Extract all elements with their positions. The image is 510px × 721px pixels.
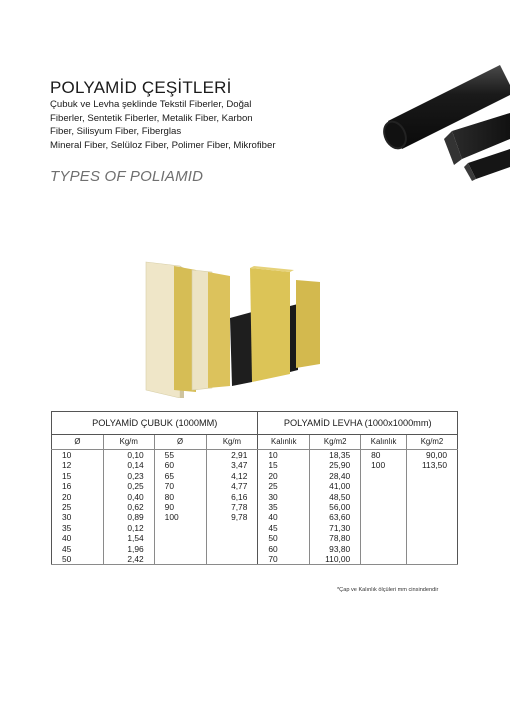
table-cell [206,544,258,554]
table-cell: 0,14 [103,460,154,470]
table-cell [407,481,458,491]
table-cell: 100 [361,460,407,470]
column-header: Kalınlık [361,435,407,450]
table-cell: 100 [154,512,206,522]
table-cell: 30 [258,492,310,502]
table-row [52,471,458,481]
polyamide-rods-image [380,55,510,185]
table-cell: 3,47 [206,460,258,470]
column-header: Kg/m [206,435,258,450]
table-row [52,512,458,522]
table-cell: 90 [154,502,206,512]
table-cell [154,523,206,533]
table-cell: 20 [52,492,104,502]
description-line: Çubuk ve Levha şeklinde Tekstil Fiberler, Doğal [50,99,252,110]
table-cell: 50 [258,533,310,543]
table-cell: 0,89 [103,512,154,522]
table-cell: 7,78 [206,502,258,512]
table-cell: 28,40 [310,471,361,481]
table-cell: 0,23 [103,471,154,481]
column-header: Kg/m2 [407,435,458,450]
table-cell: 2,42 [103,554,154,565]
table-cell: 1,96 [103,544,154,554]
description-line: Fiber, Silisyum Fiber, Fiberglas [50,126,182,138]
table-cell: 25,90 [310,460,361,470]
table-cell: 6,16 [206,492,258,502]
table-cell: 55 [154,450,206,461]
table-cell [361,492,407,502]
table-cell [407,492,458,502]
table-cell: 25 [52,502,104,512]
table-row [52,502,458,512]
table-cell: 30 [52,512,104,522]
table-cell: 78,80 [310,533,361,543]
column-header: Kalınlık [258,435,310,450]
table-cell: 70 [154,481,206,491]
table-row [52,492,458,502]
table-cell: 20 [258,471,310,481]
rod-table-heading: POLYAMİD ÇUBUK (1000MM) [52,412,258,435]
table-cell: 45 [52,544,104,554]
table-cell [361,554,407,565]
table-cell: 93,80 [310,544,361,554]
table-cell [361,544,407,554]
table-cell: 71,30 [310,523,361,533]
table-cell: 56,00 [310,502,361,512]
table-cell: 35 [52,523,104,533]
table-cell: 18,35 [310,450,361,461]
table-cell: 10 [258,450,310,461]
table-cell [361,481,407,491]
table-cell: 70 [258,554,310,565]
table-cell: 15 [258,460,310,470]
column-header: Ø [52,435,104,450]
table-cell [154,544,206,554]
table-row [52,554,458,565]
footnote: *Çap ve Kalınlık ölçüleri mm cinsindendir [337,587,439,593]
table-cell [361,502,407,512]
table-cell: 65 [154,471,206,481]
table-cell [407,502,458,512]
description-line: Mineral Fiber, Selüloz Fiber, Polimer Fiber, Mikrofiber [50,139,276,151]
table-cell: 40 [52,533,104,543]
table-cell: 35 [258,502,310,512]
table-cell: 45 [258,523,310,533]
table-row [52,533,458,543]
table-cell: 16 [52,481,104,491]
sheet-table-heading: POLYAMİD LEVHA (1000x1000mm) [258,412,458,435]
column-header: Kg/m2 [310,435,361,450]
table-cell [407,523,458,533]
column-header: Ø [154,435,206,450]
table-cell: 40 [258,512,310,522]
page-title: POLYAMİD ÇEŞİTLERİ [50,78,232,97]
polyamide-sheets-image [140,258,326,398]
table-cell: 90,00 [407,450,458,461]
table-cell: 25 [258,481,310,491]
table-cell [361,533,407,543]
table-cell: 2,91 [206,450,258,461]
table-cell [407,512,458,522]
description [50,98,340,152]
table-cell: 4,12 [206,471,258,481]
table-cell [407,544,458,554]
table-cell [407,554,458,565]
table-cell: 4,77 [206,481,258,491]
table-cell [206,523,258,533]
table-cell: 0,40 [103,492,154,502]
column-header: Kg/m [103,435,154,450]
table-cell: 9,78 [206,512,258,522]
table-cell [206,554,258,565]
table-cell: 0,62 [103,502,154,512]
table-cell: 0,10 [103,450,154,461]
table-cell [154,554,206,565]
table-cell: 80 [361,450,407,461]
table-row [52,544,458,554]
table-row [52,460,458,470]
table-cell: 50 [52,554,104,565]
table-cell [407,471,458,481]
table-cell [361,523,407,533]
table-cell: 113,50 [407,460,458,470]
table-cell: 48,50 [310,492,361,502]
table-cell: 110,00 [310,554,361,565]
table-row [52,523,458,533]
table-cell: 0,25 [103,481,154,491]
table-cell: 1,54 [103,533,154,543]
table-cell [407,533,458,543]
table-row [52,481,458,491]
table-cell: 0,12 [103,523,154,533]
table-cell [154,533,206,543]
table-cell: 15 [52,471,104,481]
table-cell [361,471,407,481]
table-cell: 63,60 [310,512,361,522]
dimensions-table [51,411,458,565]
table-cell [206,533,258,543]
table-cell: 12 [52,460,104,470]
description-line: Fiberler, Sentetik Fiberler, Metalik Fiber, Karbon [50,112,253,124]
table-row [52,450,458,461]
table-cell: 10 [52,450,104,461]
table-cell [361,512,407,522]
table-cell: 80 [154,492,206,502]
table-cell: 60 [154,460,206,470]
table-cell: 41,00 [310,481,361,491]
table-cell: 60 [258,544,310,554]
page-subtitle: TYPES OF POLIAMID [50,168,204,185]
